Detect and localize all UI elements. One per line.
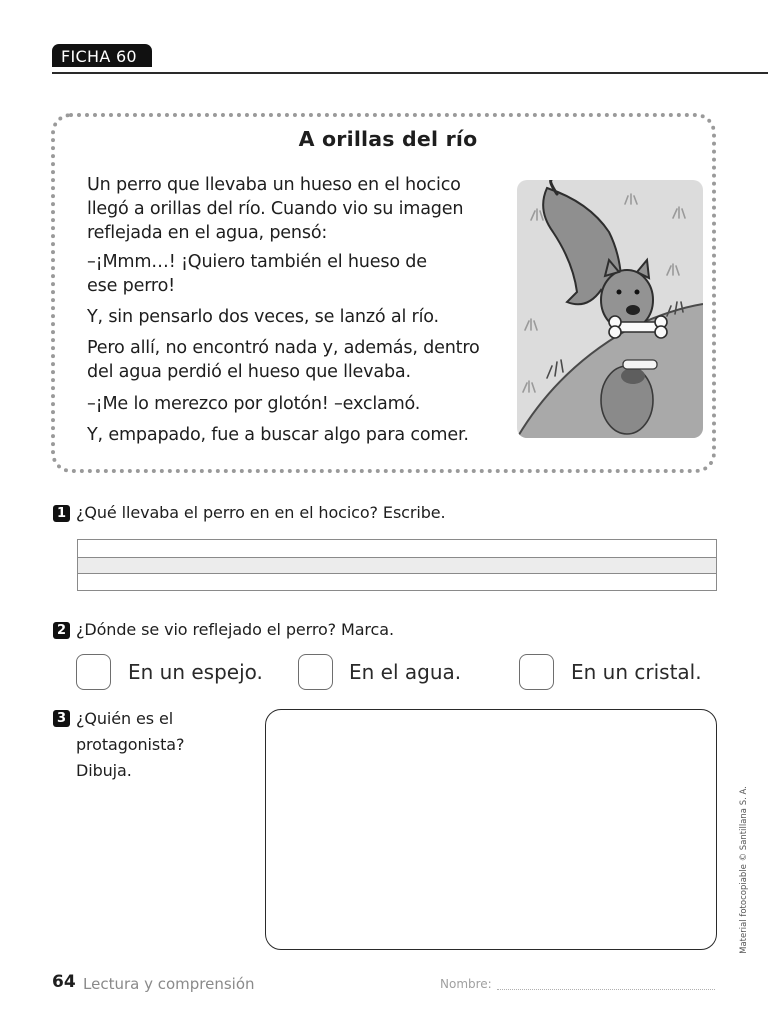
dog-illustration <box>517 180 703 438</box>
answer-write-lines[interactable] <box>77 539 717 591</box>
name-label: Nombre: <box>440 977 492 991</box>
header-rule <box>52 72 768 74</box>
answer-line-band <box>78 557 716 574</box>
question-number-badge: 3 <box>53 710 70 727</box>
story-paragraph <box>87 336 507 384</box>
page-number: 64 <box>52 972 76 992</box>
story-line: llegó a orillas del río. Cuando vio su imagen <box>87 199 464 219</box>
story-line: Un perro que llevaba un hueso en el hocico <box>87 175 461 195</box>
drawing-area[interactable] <box>265 709 717 950</box>
question-3-text <box>76 706 184 784</box>
story-paragraph <box>87 250 507 298</box>
story-paragraph <box>87 305 507 329</box>
option-label-glass: En un cristal. <box>571 660 702 684</box>
name-input-line[interactable] <box>497 989 715 990</box>
story-title: A orillas del río <box>298 127 478 151</box>
ficha-label: FICHA 60 <box>52 44 152 67</box>
story-line: ese perro! <box>87 276 175 296</box>
question-3-line: protagonista? <box>76 735 185 754</box>
section-title: Lectura y comprensión <box>83 975 255 993</box>
story-line: –¡Mmm…! ¡Quiero también el hueso de <box>87 252 427 272</box>
question-2-text: ¿Dónde se vio reflejado el perro? Marca. <box>76 620 394 639</box>
option-checkbox-mirror[interactable] <box>76 654 111 690</box>
story-line: Pero allí, no encontró nada y, además, dentro <box>87 338 480 358</box>
question-1-text: ¿Qué llevaba el perro en en el hocico? Escribe. <box>76 503 446 522</box>
story-line: –¡Me lo merezco por glotón! –exclamó. <box>87 394 421 414</box>
copyright-credit: Material fotocopiable © Santillana S. A. <box>739 786 749 954</box>
option-label-water: En el agua. <box>349 660 462 684</box>
story-line: reflejada en el agua, pensó: <box>87 223 328 243</box>
question-number-badge: 1 <box>53 505 70 522</box>
story-line: Y, empapado, fue a buscar algo para comer. <box>87 425 469 445</box>
option-checkbox-glass[interactable] <box>519 654 554 690</box>
story-line: del agua perdió el hueso que llevaba. <box>87 362 411 382</box>
story-paragraph <box>87 423 507 447</box>
story-paragraph <box>87 392 507 416</box>
option-label-mirror: En un espejo. <box>128 660 263 684</box>
question-number-badge: 2 <box>53 622 70 639</box>
story-line: Y, sin pensarlo dos veces, se lanzó al río. <box>87 307 439 327</box>
story-paragraph <box>87 173 507 245</box>
option-checkbox-water[interactable] <box>298 654 333 690</box>
question-3-line: ¿Quién es el <box>76 709 174 728</box>
question-3-line: Dibuja. <box>76 761 132 780</box>
dog-with-bone-icon <box>517 180 703 438</box>
